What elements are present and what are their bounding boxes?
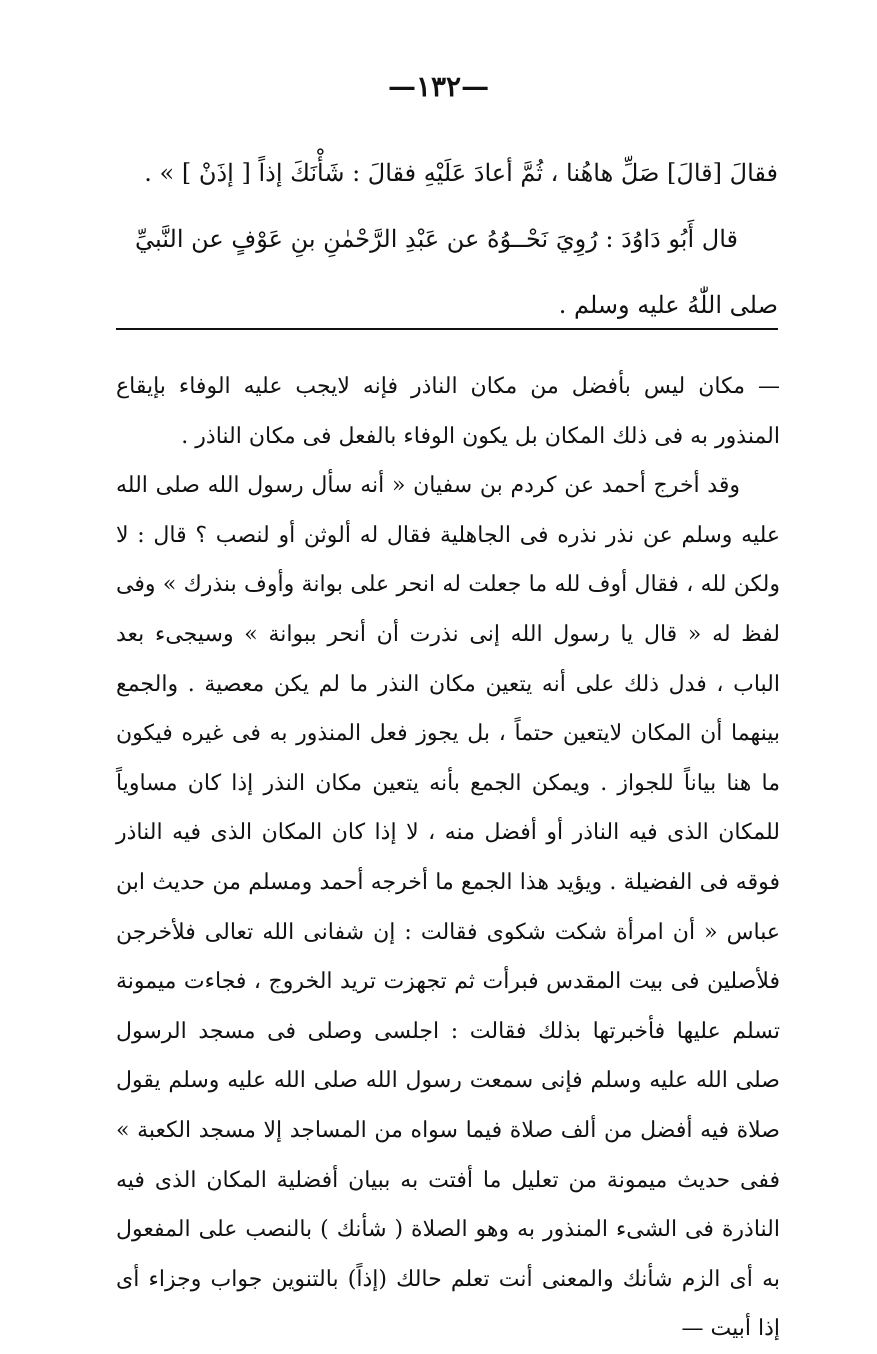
page-number: —١٣٢—	[387, 70, 490, 103]
hadith-line: صلى اللّٰهُ عليه وسلم .	[558, 291, 778, 319]
hadith-line: فقالَ [قالَ] صَلِّ هاهُنا ، ثُمَّ أعادَ عَلَيْهِ فقالَ : شَأْنَكَ إذاً [ إذَنْ ] » .	[144, 159, 778, 187]
hadith-line: قال أَبُو دَاوُدَ : رُوِيَ نَحْــوُهُ عن عَبْدِ الرَّحْمٰنِ بنِ عَوْفٍ عن النَّبيِّ	[135, 225, 738, 253]
commentary-text	[116, 362, 780, 1354]
separator-rule	[116, 328, 778, 330]
commentary-paragraph: — مكان ليس بأفضل من مكان الناذر فإنه لايجب عليه الوفاء بإيقاع المنذور به فى ذلك المكان بل يكون الوفاء بالفعل فى مكان الناذر .	[116, 374, 780, 449]
hadith-text	[118, 140, 778, 338]
commentary-paragraph: وقد أخرج أحمد عن كردم بن سفيان « أنه سأل رسول الله صلى الله عليه وسلم عن نذر نذره فى الجاهلية فقال له ألوثن أو لنصب ؟ قال : لا ولكن لله ، فقال أوف لله ما جعلت له انحر على بوانة وأوف بنذرك » وفى لفظ له « قال يا رسول الله إنى نذرت أن أنحر ببوانة » وسيجىء بعد الباب ، فدل ذلك على أنه يتعين مكان النذر ما لم يكن معصية . والجمع بينهما أن المكان لايتعين حتماً ، بل يجوز فعل المنذور به فى غيره فيكون ما هنا بياناً للجواز . ويمكن الجمع بأنه يتعين مكان النذر إذا كان مساوياً للمكان الذى فيه الناذر أو أفضل منه ، لا إذا كان المكان الذى فيه الناذر فوقه فى الفضيلة . ويؤيد هذا الجمع ما أخرجه أحمد ومسلم من حديث ابن عباس « أن امرأة شكت شكوى فقالت : إن شفانى الله تعالى فلأخرجن فلأصلين فى بيت المقدس فبرأت ثم تجهزت تريد الخروج ، فجاءت ميمونة تسلم عليها فأخبرتها بذلك فقالت : اجلسى وصلى فى مسجد الرسول صلى الله عليه وسلم فإنى سمعت رسول الله صلى الله عليه وسلم يقول صلاة فيه أفضل من ألف صلاة فيما سواه من المساجد إلا مسجد الكعبة » ففى حديث ميمونة من تعليل ما أفتت به ببيان أفضلية المكان الذى فيه الناذرة فى الشىء المنذور به وهو الصلاة ( شأنك ) بالنصب على المفعول به أى الزم شأنك والمعنى أنت تعلم حالك (إذاً) بالتنوين جواب وجزاء أى إذا أبيت —	[116, 473, 780, 1342]
